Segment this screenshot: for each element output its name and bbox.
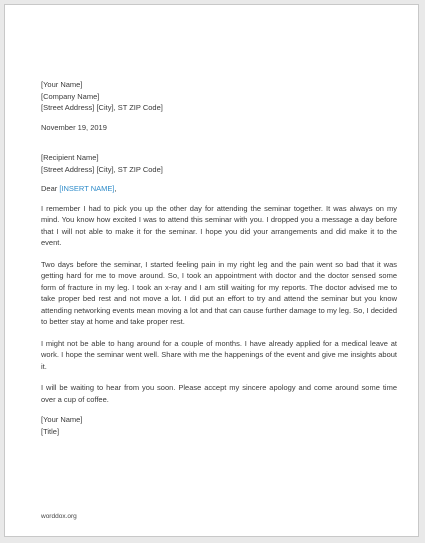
salutation [41,183,397,195]
paragraph-2: Two days before the seminar, I started feeling pain in my right leg and the pain went so bad that it was getting hard for me to move around. So, I took an appointment with doctor and the doctor sensed some form of fracture in my leg. I took an x-ray and I am still waiting for my reports. The doctor advised me to take proper bed rest and not move a lot. I did put an effort to try and attend the seminar but you know attending networking events mean moving a lot and that can cause further damage to my leg. So, I decided to better stay at home and take proper rest. [41,259,397,326]
paragraph-1: I remember I had to pick you up the other day for attending the seminar together. It was always on my mind. You know how excited I was to attend this seminar with you. I dropped you a message a day before that I will not able to make it for the seminar. I hope you did your arrangements and did make it to the event. [41,203,397,247]
sender-name: [Your Name] [41,80,83,89]
recipient-name: [Recipient Name] [41,153,99,162]
letter-body [41,79,397,437]
sender-company: [Company Name] [41,91,100,101]
closing-block [41,414,397,437]
recipient-address: [Street Address] [City], ST ZIP Code] [41,164,163,174]
paragraph-3: I might not be able to hang around for a couple of months. I have already applied for a medical leave at work. I hope the seminar went well. Share with me the happenings of the event and give me insights about it. [41,338,397,371]
sender-block [41,79,397,114]
paragraph-4: I will be waiting to hear from you soon. Please accept my sincere apology and come around some time over a cup of coffee. [41,383,397,404]
salutation-name: [INSERT NAME] [59,184,115,193]
letter-page [4,4,419,537]
salutation-suffix: , [114,184,117,193]
closing-name: [Your Name] [41,415,83,424]
date-text: November 19, 2019 [41,122,107,132]
recipient-block [41,152,397,175]
closing-title: [Title] [41,426,60,436]
sender-address: [Street Address] [City], ST ZIP Code] [41,103,163,112]
footer-watermark: worddox.org [41,513,77,520]
salutation-prefix: Dear [41,184,60,193]
letter-date [41,122,397,134]
